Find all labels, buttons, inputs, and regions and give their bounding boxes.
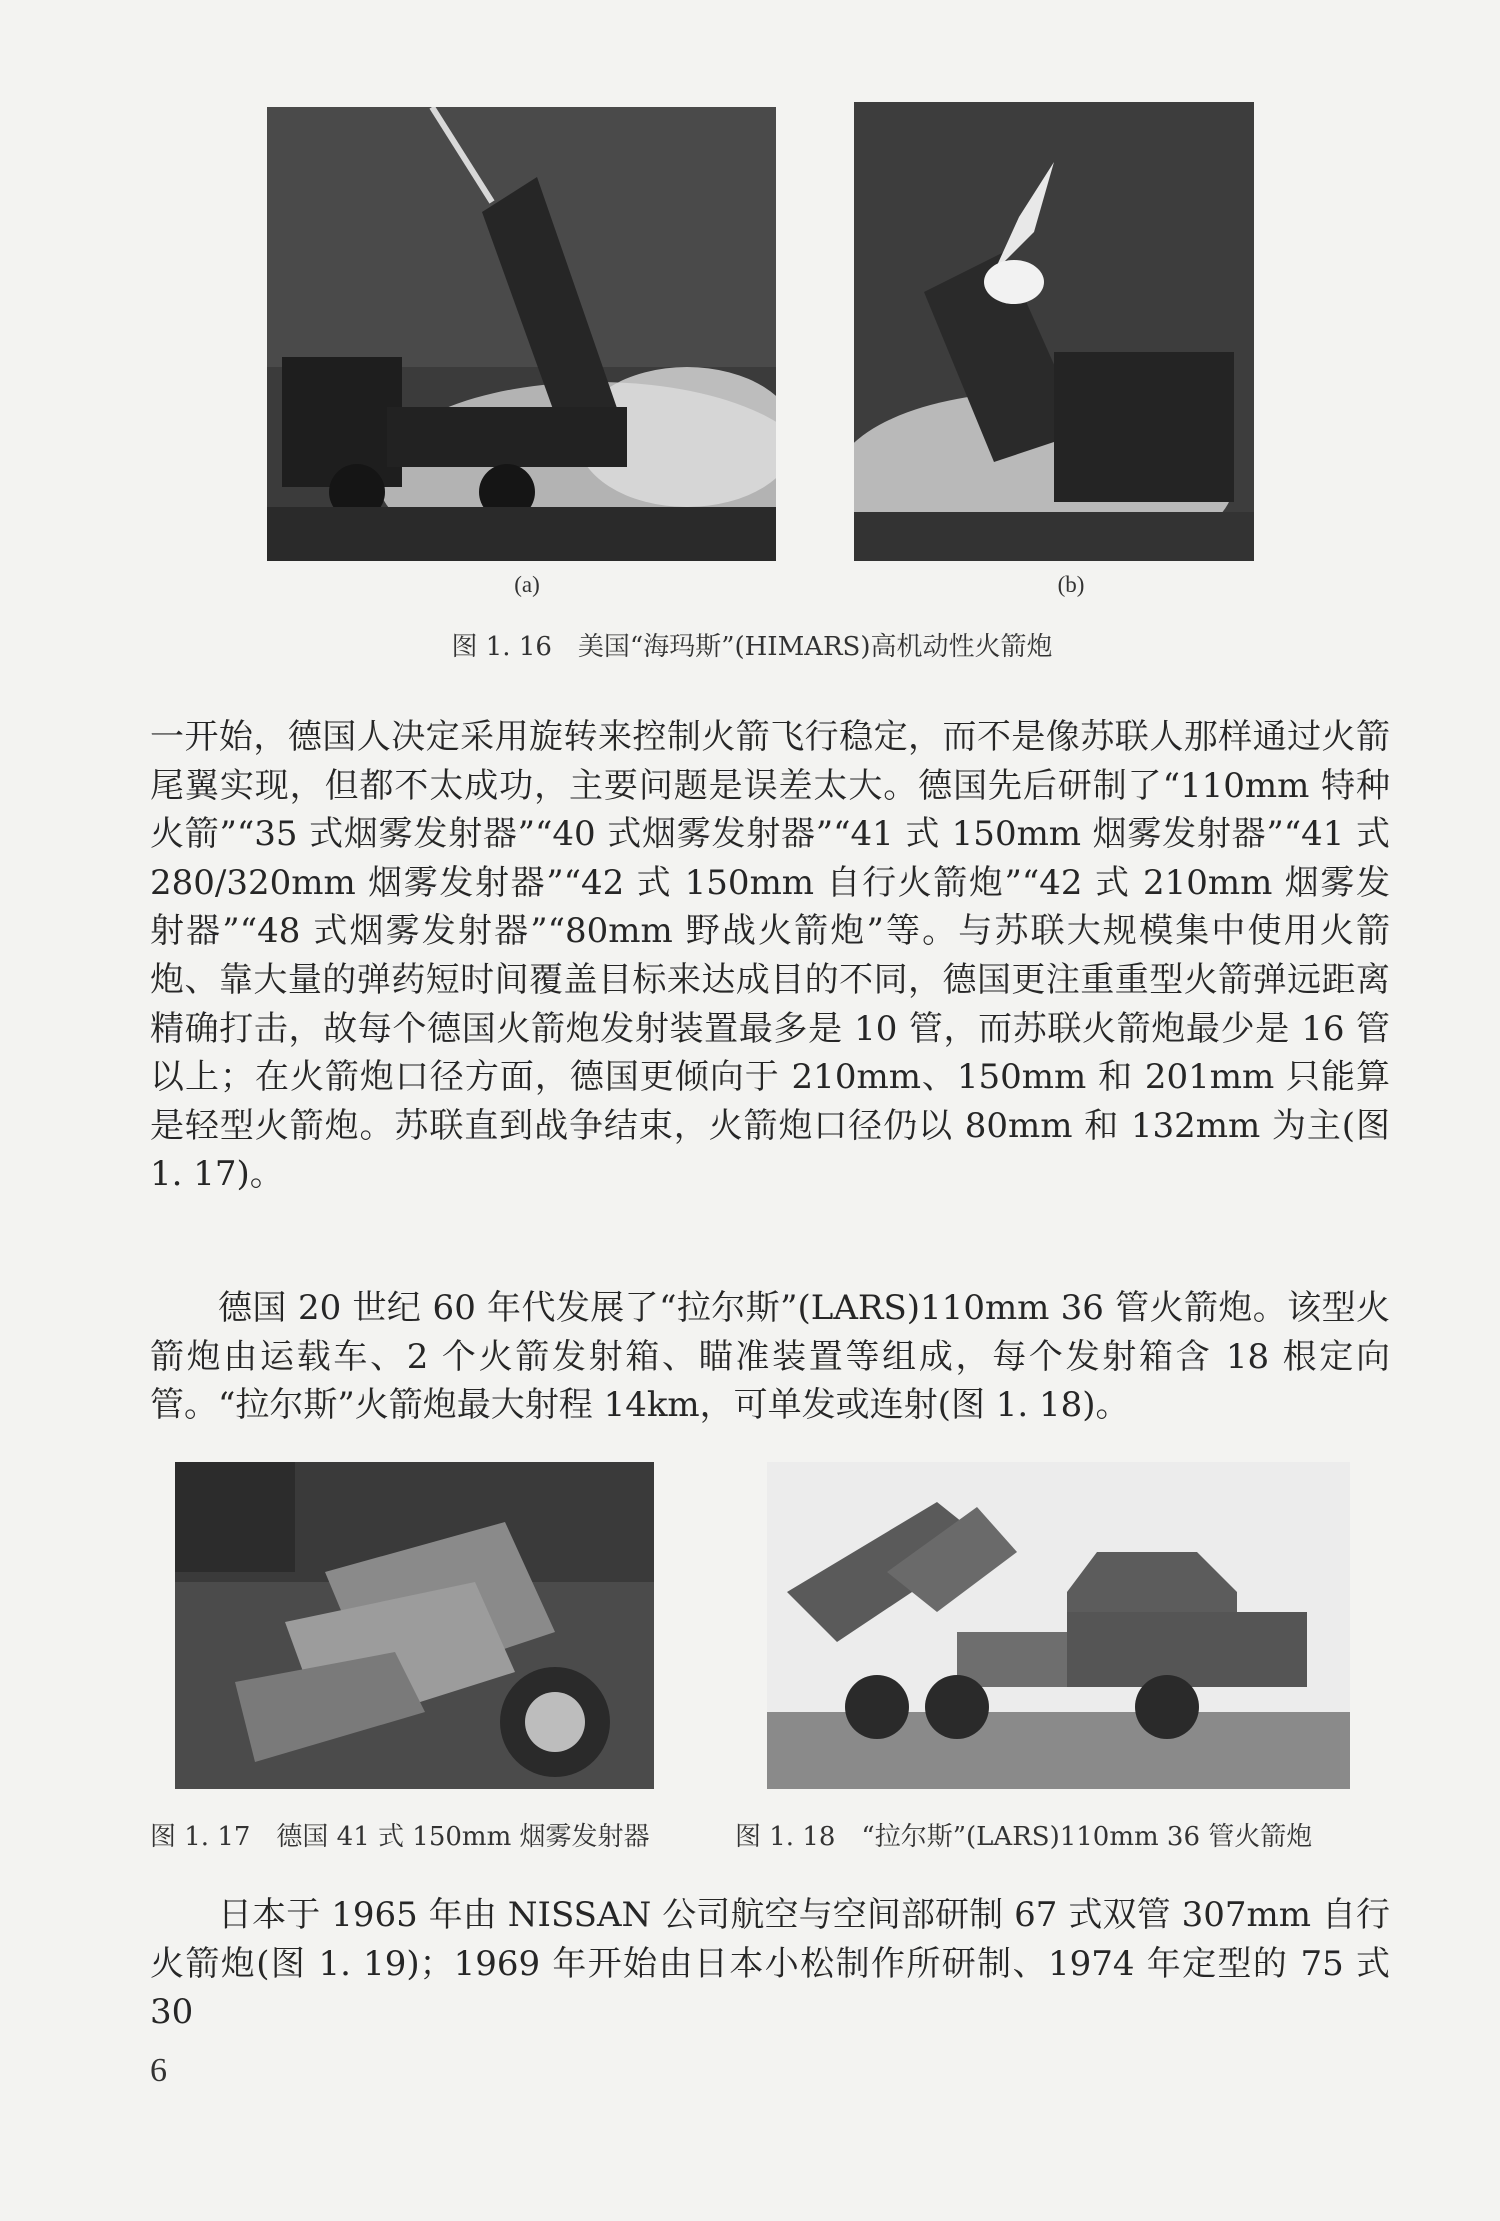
lars-truck-image: [767, 1462, 1350, 1789]
nebelwerfer-image: [175, 1462, 654, 1789]
himars-launch-image-a: [267, 107, 776, 561]
paragraph-1: 一开始，德国人决定采用旋转来控制火箭飞行稳定，而不是像苏联人那样通过火箭尾翼实现，但都不太成功，主要问题是误差太大。德国先后研制了“110mm 特种火箭”“35 式烟雾发射器”“40 式烟雾发射器”“41 式 150mm 烟雾发射器”“41 式 280/320mm 烟雾发射器”“42 式 150mm 自行火箭炮”“42 式 210mm 烟雾发射器”“48 式烟雾发射器”“80mm 野战火箭炮”等。与苏联大规模集中使用火箭炮、靠大量的弹药短时间覆盖目标来达成目的不同，德国更注重重型火箭弹远距离精确打击，故每个德国火箭炮发射装置最多是 10 管，而苏联火箭炮最少是 16 管以上；在火箭炮口径方面，德国更倾向于 210mm、150mm 和 201mm 只能算是轻型火箭炮。苏联直到战争结束，火箭炮口径仍以 80mm 和 132mm 为主(图 1. 17)。: [150, 717, 1390, 1195]
smoke-launcher-photo: [175, 1462, 654, 1789]
lars-photo: [767, 1462, 1350, 1789]
himars-launch-image-b: [854, 102, 1254, 561]
figure-1-17-caption: 图 1. 17 德国 41 式 150mm 烟雾发射器: [150, 1822, 650, 1852]
himars-photo-b: [854, 102, 1254, 561]
body-text-block-1: [150, 713, 1390, 1199]
paragraph-3: 日本于 1965 年由 NISSAN 公司航空与空间部研制 67 式双管 307mm 自行火箭炮(图 1. 19)；1969 年开始由日本小松制作所研制、1974 年定型的 75 式 30: [150, 1895, 1390, 2033]
figure-1-18-caption: 图 1. 18 “拉尔斯”(LARS)110mm 36 管火箭炮: [735, 1822, 1313, 1852]
subfigure-label-b: (b): [1057, 572, 1085, 597]
subfigure-label-a: (a): [514, 572, 540, 597]
body-text-block-2: [150, 1284, 1390, 1430]
himars-photo-a: [267, 107, 776, 561]
figure-1-16-caption: 图 1. 16 美国“海玛斯”(HIMARS)高机动性火箭炮: [451, 632, 1053, 662]
paragraph-2: 德国 20 世纪 60 年代发展了“拉尔斯”(LARS)110mm 36 管火箭炮。该型火箭炮由运载车、2 个火箭发射箱、瞄准装置等组成，每个发射箱含 18 根定向管。“拉尔斯”火箭炮最大射程 14km，可单发或连射(图 1. 18)。: [150, 1288, 1390, 1426]
body-text-block-3: [150, 1891, 1390, 2037]
page-number: 6: [150, 2052, 167, 2089]
